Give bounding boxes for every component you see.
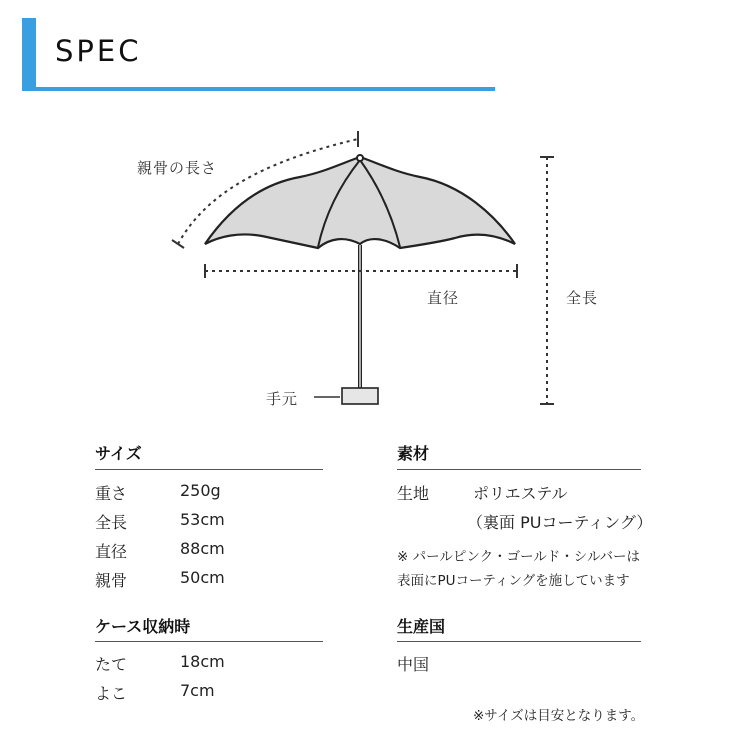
origin-section-title: 生産国: [397, 617, 446, 636]
size-row-value: 50cm: [180, 568, 225, 587]
material-color-note-line2: 表面にPUコーティングを施しています: [397, 573, 630, 589]
page-title: SPEC: [55, 34, 142, 68]
origin-section-rule: [397, 641, 641, 642]
umbrella-handle: [342, 388, 378, 404]
total-length-label: 全長: [566, 289, 599, 307]
case-section-rule: [95, 641, 323, 642]
case-row-label: よこ: [95, 684, 128, 703]
fabric-value: ポリエステル: [473, 484, 568, 503]
umbrella-tip: [357, 155, 363, 161]
size-row-label: 重さ: [95, 484, 128, 503]
size-row-value: 53cm: [180, 510, 225, 529]
diameter-label: 直径: [427, 289, 460, 307]
material-section-rule: [397, 469, 641, 470]
rib-length-end-tick: [172, 240, 184, 248]
size-row-label: 親骨: [95, 571, 128, 590]
fabric-coating-note: （裏面 PUコーティング）: [467, 513, 653, 532]
size-row-value: 88cm: [180, 539, 225, 558]
fabric-label: 生地: [397, 484, 430, 503]
origin-value: 中国: [397, 655, 430, 674]
case-section-title: ケース収納時: [95, 617, 191, 636]
umbrella-canopy: [205, 157, 515, 248]
size-row-value: 250g: [180, 481, 221, 500]
case-row-value: 18cm: [180, 652, 225, 671]
handle-label: 手元: [266, 390, 299, 408]
material-color-note-line1: ※ パールピンク・ゴールド・シルバーは: [397, 549, 641, 565]
rib-length-label: 親骨の長さ: [137, 159, 218, 177]
size-section-rule: [95, 469, 323, 470]
size-row-label: 全長: [95, 513, 128, 532]
case-row-value: 7cm: [180, 681, 215, 700]
material-section-title: 素材: [397, 444, 430, 463]
case-row-label: たて: [95, 655, 128, 674]
size-row-label: 直径: [95, 542, 128, 561]
size-section-title: サイズ: [95, 444, 142, 463]
size-disclaimer-footnote: ※サイズは目安となります。: [473, 708, 645, 724]
